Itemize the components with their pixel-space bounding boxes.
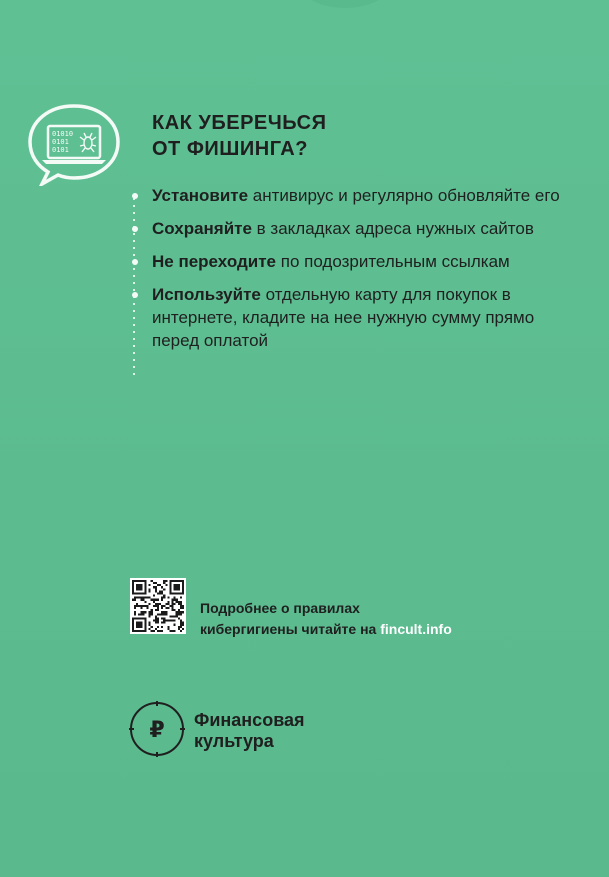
more-info-line-2: кибергигиены читайте на [200,621,381,637]
title-line-2: ОТ ФИШИНГА? [152,138,308,160]
ruble-symbol: ₽ [149,718,165,743]
list-item [130,184,580,207]
top-notch-decoration [300,0,390,8]
tip-text: антивирус и регулярно обновляйте его [248,186,560,205]
list-item [130,283,580,352]
tip-bold: Не переходите [152,252,277,271]
list-item [130,217,580,240]
brand-name [194,710,305,752]
more-info-text [200,598,530,640]
binary-line-3: 0101 [52,146,69,154]
tip-text: отдельную карту для покупок в интернете, кладите на нее нужную сумму прямо перед оплатой [152,285,535,350]
binary-line-2: 0101 [52,138,69,146]
binary-line-1: 01010 [52,130,74,138]
qr-code-icon[interactable] [130,578,186,634]
tips-list [130,184,580,362]
fincult-link[interactable]: fincult.info [380,621,452,637]
page-title [152,110,327,162]
more-info-line-1: Подробнее о правилах [200,600,360,616]
brand-line-1: Финансовая [194,710,305,730]
tip-text: по подозрительным ссылкам [276,252,510,271]
tip-bold: Используйте [152,285,261,304]
brand-line-2: культура [194,731,274,751]
tip-text: в закладках адреса нужных сайтов [251,219,534,238]
ruble-logo-icon [128,700,186,758]
list-item [130,250,580,273]
tip-bold: Установите [152,186,249,205]
title-line-1: КАК УБЕРЕЧЬСЯ [152,112,327,134]
laptop-binary-bug-icon [24,100,124,186]
tip-bold: Сохраняйте [152,219,252,238]
